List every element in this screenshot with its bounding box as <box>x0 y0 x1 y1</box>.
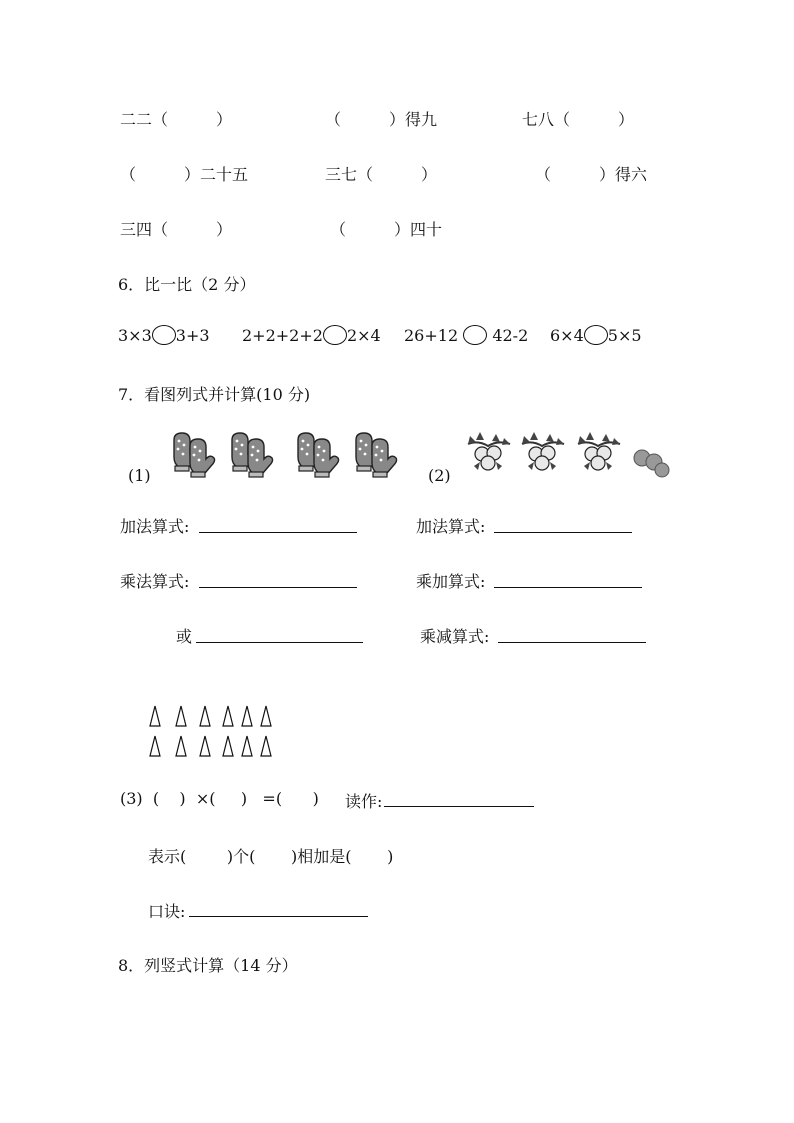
p1-mul-label: 乘法算式: <box>120 572 190 591</box>
apple-branch-icon <box>466 428 672 480</box>
q5-item-7: 三四（ ） <box>120 220 233 239</box>
q6-compare-4 <box>550 326 642 347</box>
compare-circle-1[interactable] <box>152 325 176 345</box>
q6-compare-2 <box>242 326 381 347</box>
q6-left-3: 26+12 <box>404 326 459 345</box>
q5-item-2: （ ）得九 <box>325 110 438 129</box>
q5-item-6: （ ）得六 <box>535 165 648 184</box>
p1-add-label: 加法算式: <box>120 517 190 536</box>
q5-item-3: 七八（ ） <box>522 110 635 129</box>
q6-right-4: 5×5 <box>607 326 642 345</box>
q5-item-4: （ ）二十五 <box>120 165 249 184</box>
gloves-picture <box>170 432 405 480</box>
q7-label-2: (2) <box>428 466 451 485</box>
triangle-icon <box>148 704 280 760</box>
p1-or-label: 或 <box>176 627 193 646</box>
triangles-picture <box>148 704 280 760</box>
q6-right-2: 2×4 <box>346 326 381 345</box>
p1-or-answer-line[interactable] <box>196 642 363 643</box>
p3-meaning: 表示( )个( )相加是( ) <box>148 847 394 866</box>
q5-item-5: 三七（ ） <box>325 165 438 184</box>
q6-left-4: 6×4 <box>550 326 584 345</box>
p2-muladd-answer-line[interactable] <box>494 587 642 588</box>
compare-circle-3[interactable] <box>463 325 487 345</box>
q6-compare-1 <box>118 326 210 347</box>
p1-mul-answer-line[interactable] <box>199 587 357 588</box>
compare-circle-4[interactable] <box>584 325 608 345</box>
p2-mulsub-label: 乘减算式: <box>420 627 490 646</box>
q5-item-8: （ ）四十 <box>330 220 443 239</box>
p2-muladd-label: 乘加算式: <box>416 572 486 591</box>
q6-left-1: 3×3 <box>118 326 152 345</box>
p2-add-answer-line[interactable] <box>494 532 632 533</box>
q8-title: 8．列竖式计算（14 分） <box>118 956 298 975</box>
p3-rhyme-label: 口诀: <box>148 902 186 921</box>
gloves-icon <box>170 432 405 480</box>
p3-formula: (3) ( ) ×( ) =( ) <box>120 789 319 808</box>
p2-add-label: 加法算式: <box>416 517 486 536</box>
apples-picture <box>466 428 672 480</box>
p3-read-label: 读作: <box>345 792 383 811</box>
q6-compare-3 <box>404 326 528 347</box>
q6-title: 6．比一比（2 分） <box>118 275 256 294</box>
p2-mulsub-answer-line[interactable] <box>498 642 646 643</box>
p1-add-answer-line[interactable] <box>199 532 357 533</box>
compare-circle-2[interactable] <box>323 325 347 345</box>
q6-right-1: 3+3 <box>175 326 210 345</box>
q6-left-2: 2+2+2+2 <box>242 326 323 345</box>
p3-rhyme-answer-line[interactable] <box>189 916 368 917</box>
p3-read-answer-line[interactable] <box>384 806 534 807</box>
q5-item-1: 二二（ ） <box>120 110 233 129</box>
q7-title: 7．看图列式并计算(10 分) <box>118 385 311 404</box>
q7-label-1: (1) <box>128 466 151 485</box>
q6-right-3: 42-2 <box>492 326 529 345</box>
